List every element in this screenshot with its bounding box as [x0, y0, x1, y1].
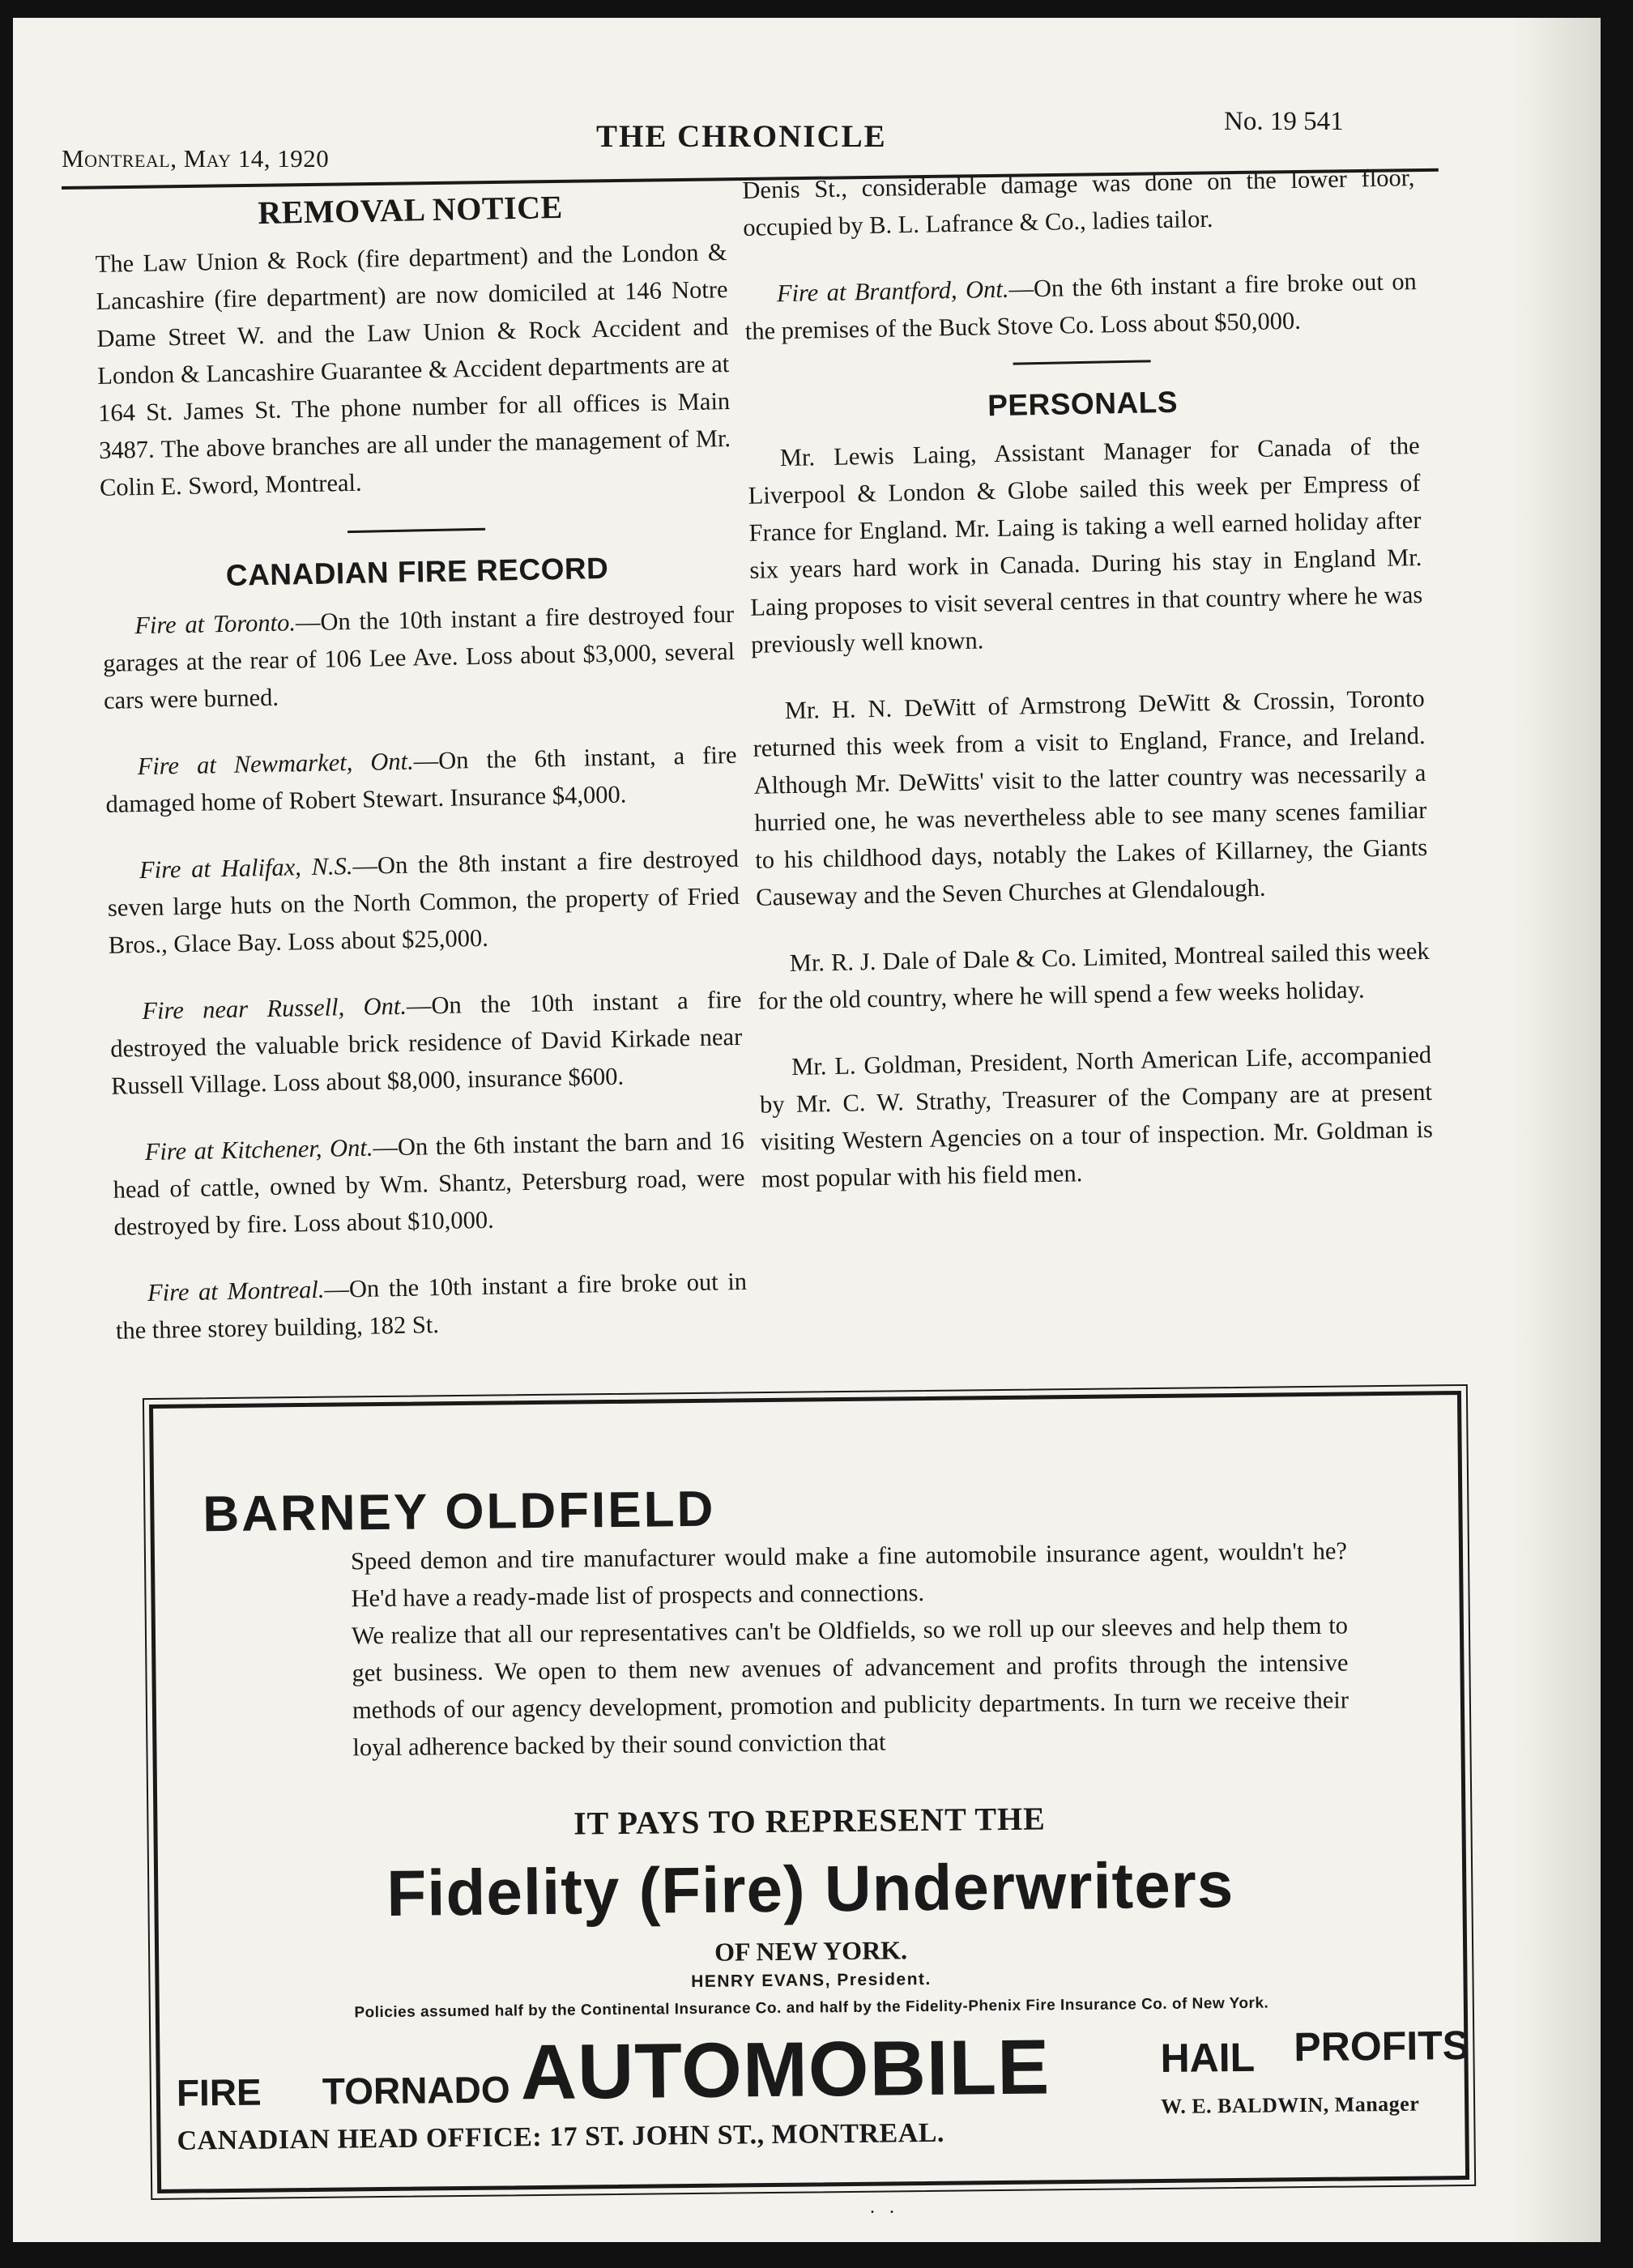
right-column [742, 159, 1435, 1227]
personal-item: Mr. R. J. Dale of Dale & Co. Limited, Montreal sailed this week for the old country, where he will spend a few weeks holiday. [757, 936, 1430, 1015]
header-dateline: Montreal, May 14, 1920 [62, 144, 330, 173]
personal-item: Mr. L. Goldman, President, North American Life, accompanied by Mr. C. W. Strathy, Treasurer of the Company are at present visiting Western Agencies on a tour of inspection. Mr. Goldman is most popular with his field men. [759, 1040, 1434, 1193]
ad-company-name: Fidelity (Fire) Underwriters [386, 1848, 1234, 1929]
fire-item-label: Fire at Brantford, Ont. [776, 275, 1009, 308]
ad-policies-note: Policies assumed half by the Continental Insurance Co. and half by the Fidelity-Phenix Fire Insurance Co. of New York. [354, 1994, 1269, 2022]
header-publication-title: THE CHRONICLE [596, 119, 887, 154]
fire-item-text: —On the 6th instant, a fire damaged home of Robert Stewart. Insurance $4,000. [105, 740, 737, 818]
personals-heading: PERSONALS [987, 385, 1179, 423]
fire-item-text: —On the 8th instant a fire destroyed seven large huts on the North Common, the property of Fried Bros., Glace Bay. Loss about $25,000. [107, 844, 740, 959]
ad-paragraph: Speed demon and tire manufacturer would make a fine automobile insurance agent, wouldn't he? He'd have a ready-made list of prospects and connections. [350, 1537, 1348, 1613]
ad-tagline: IT PAYS TO REPRESENT THE [573, 1800, 1047, 1842]
removal-notice-heading: REMOVAL NOTICE [257, 188, 564, 232]
fire-montreal-continued: Denis St., considerable damage was done on the lower floor, occupied by B. L. Lafrance & Co., ladies tailor. [742, 164, 1415, 241]
ad-head-office: CANADIAN HEAD OFFICE: 17 ST. JOHN ST., MONTREAL. [177, 2117, 945, 2156]
ad-line-profits: PROFITS [1294, 2022, 1470, 2070]
personal-item: Mr. Lewis Laing, Assistant Manager for Canada of the Liverpool & London & Globe sailed this week per Empress of France for England. Mr. Laing is taking a well earned holiday after six years hard work in Canada. During his stay in England Mr. Laing proposes to visit several centres in that country where he was previously well known. [748, 432, 1423, 659]
ad-manager: W. E. BALDWIN, Manager [1160, 2091, 1420, 2118]
ad-line-hail: HAIL [1160, 2034, 1256, 2081]
page-edge-shade [1511, 18, 1601, 2242]
fire-record-item [107, 840, 741, 964]
ad-paragraph: We realize that all our representatives can't be Oldfields, so we roll up our sleeves and help them to get business. We open to them new avenues of advancement and profits through the intensive methods of our agency development, promotion and publicity departments. In turn we receive their loyal adherence backed by their sound conviction that [351, 1611, 1349, 1762]
fidelity-advertisement [149, 1391, 1469, 2193]
fire-item-label: Fire at Montreal. [147, 1275, 325, 1307]
fire-item-text: —On the 10th instant a fire destroyed four garages at the rear of 106 Lee Ave. Loss about $3,000, several cars were burned. [102, 599, 735, 714]
section-divider [347, 528, 485, 533]
fire-record-item [112, 1122, 746, 1246]
fire-record-item [744, 262, 1418, 350]
ad-title: BARNEY OLDFIELD [203, 1481, 716, 1543]
ad-company-location: OF NEW YORK. [714, 1935, 908, 1967]
fire-item-label: Fire at Halifax, N.S. [139, 852, 353, 885]
fire-item-text: —On the 6th instant a fire broke out on the premises of the Buck Stove Co. Loss about $50,000. [744, 267, 1418, 345]
fire-item-label: Fire at Toronto. [134, 608, 296, 640]
left-column [94, 180, 748, 1379]
removal-notice-text: The Law Union & Rock (fire department) and the London & Lancashire (fire department) are now domiciled at 146 Notre Dame Street W. and the Law Union & Rock Accident and London & Lancashire Guarantee & Accident departments are at 164 St. James St. The phone number for all offices is Main 3487. The above branches are all under the management of Mr. Colin E. Sword, Montreal. [95, 238, 731, 501]
fire-item-label: Fire at Newmarket, Ont. [137, 747, 414, 781]
fire-record-item [109, 981, 744, 1105]
ad-body [351, 1533, 1349, 1767]
fire-record-item [102, 595, 736, 719]
personal-item: Mr. H. N. DeWitt of Armstrong DeWitt & Crossin, Toronto returned this week from a visit to England, France, and Ireland. Although Mr. DeWitts' visit to the latter country was necessarily a hurried one, he was nevertheless able to see many scenes familiar to his childhood days, notably the Lakes of Killarney, the Giants Causeway and the Seven Churches at Glendalough. [753, 684, 1428, 911]
fire-item-label: Fire near Russell, Ont. [142, 991, 407, 1025]
header-issue-page: No. 19 541 [1224, 107, 1344, 136]
fire-record-item [115, 1263, 748, 1349]
fire-item-text: —On the 6th instant the barn and 16 head of cattle, owned by Wm. Shantz, Petersburg road, were destroyed by fire. Loss about $10,000. [113, 1126, 745, 1241]
newspaper-page [13, 18, 1601, 2242]
fire-item-text: —On the 10th instant a fire broke out in the three storey building, 182 St. [115, 1267, 748, 1345]
footer-marks: . . [870, 2197, 899, 2218]
fire-item-label: Fire at Kitchener, Ont. [144, 1133, 373, 1166]
ad-line-tornado: TORNADO [322, 2068, 510, 2112]
fire-record-heading: CANADIAN FIRE RECORD [225, 551, 609, 592]
section-divider [1013, 360, 1151, 364]
ad-line-fire: FIRE [176, 2070, 262, 2114]
fire-item-text: —On the 10th instant a fire destroyed the valuable brick residence of David Kirkade near Russell Village. Loss about $8,000, insurance $600. [109, 985, 743, 1100]
ad-line-automobile: AUTOMOBILE [520, 2023, 1051, 2117]
fire-record-item [104, 736, 738, 823]
ad-president: HENRY EVANS, President. [691, 1969, 932, 1992]
